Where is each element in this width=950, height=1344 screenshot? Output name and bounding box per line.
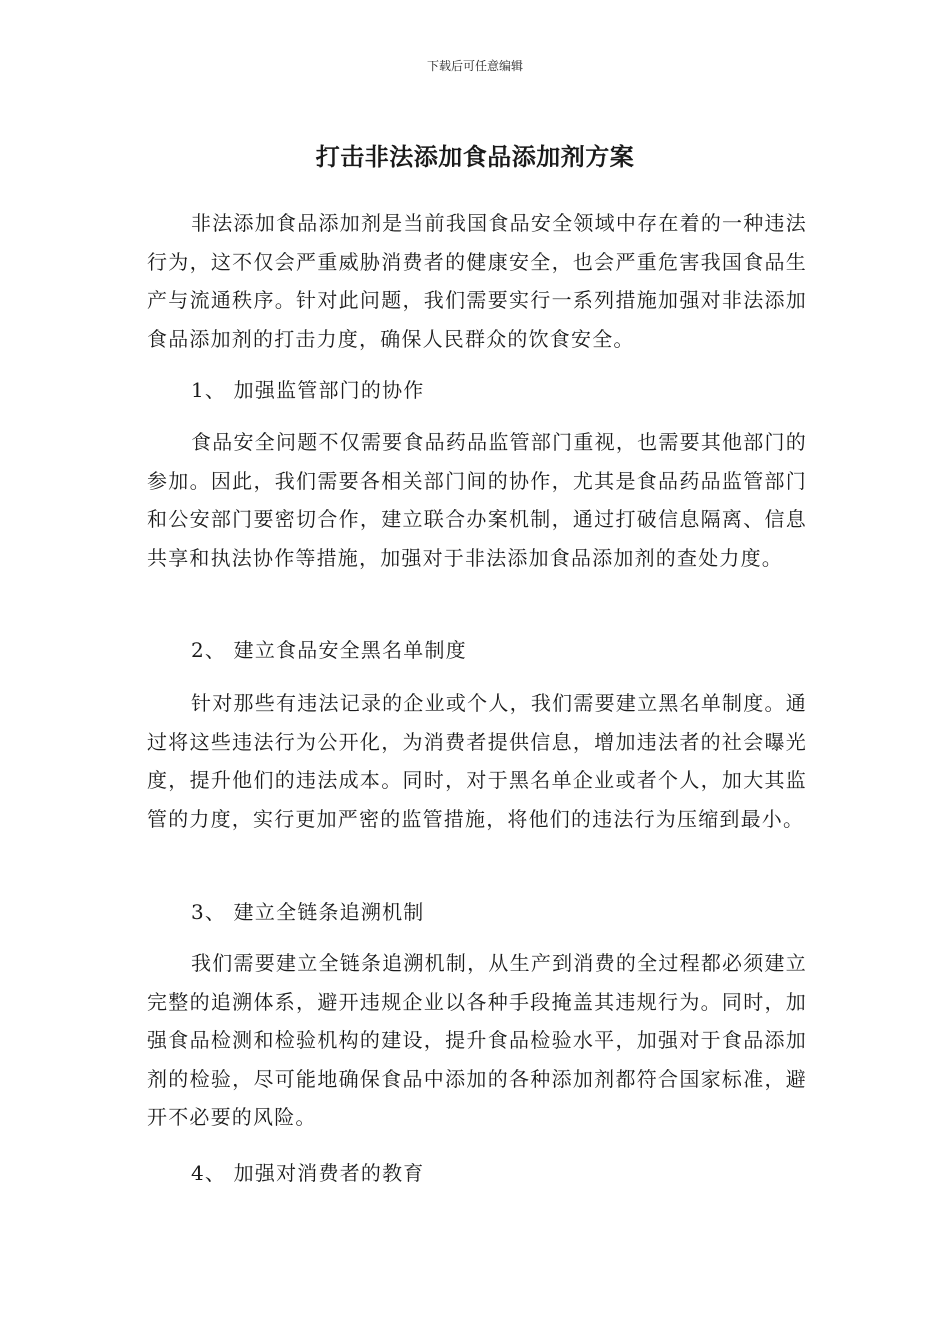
- section-4-heading: 4、 加强对消费者的教育: [191, 1161, 425, 1185]
- section-3-heading: 3、 建立全链条追溯机制: [191, 900, 425, 924]
- section-1-heading: 1、 加强监管部门的协作: [191, 378, 425, 402]
- intro-paragraph: 非法添加食品添加剂是当前我国食品安全领域中存在着的一种违法行为，这不仅会严重威胁消费者的健康安全，也会严重危害我国食品生产与流通秩序。针对此问题，我们需要实行一系列措施加强对非法添加食品添加剂的打击力度，确保人民群众的饮食安全。: [147, 211, 807, 351]
- section-3-body: 我们需要建立全链条追溯机制，从生产到消费的全过程都必须建立完整的追溯体系，避开违规企业以各种手段掩盖其违规行为。同时，加强食品检测和检验机构的建设，提升食品检验水平，加强对于食品添加剂的检验，尽可能地确保食品中添加的各种添加剂都符合国家标准，避开不必要的风险。: [147, 951, 807, 1129]
- document-title: 打击非法添加食品添加剂方案: [315, 143, 635, 171]
- section-2-body: 针对那些有违法记录的企业或个人，我们需要建立黑名单制度。通过将这些违法行为公开化，为消费者提供信息，增加违法者的社会曝光度，提升他们的违法成本。同时，对于黑名单企业或者个人，加大其监管的力度，实行更加严密的监管措施，将他们的违法行为压缩到最小。: [147, 691, 807, 831]
- header-note: 下载后可任意编辑: [426, 59, 523, 73]
- section-1-body: 食品安全问题不仅需要食品药品监管部门重视，也需要其他部门的参加。因此，我们需要各相关部门间的协作，尤其是食品药品监管部门和公安部门要密切合作，建立联合办案机制，通过打破信息隔离、信息共享和执法协作等措施，加强对于非法添加食品添加剂的查处力度。: [147, 430, 807, 570]
- section-2-heading: 2、 建立食品安全黑名单制度: [191, 638, 467, 662]
